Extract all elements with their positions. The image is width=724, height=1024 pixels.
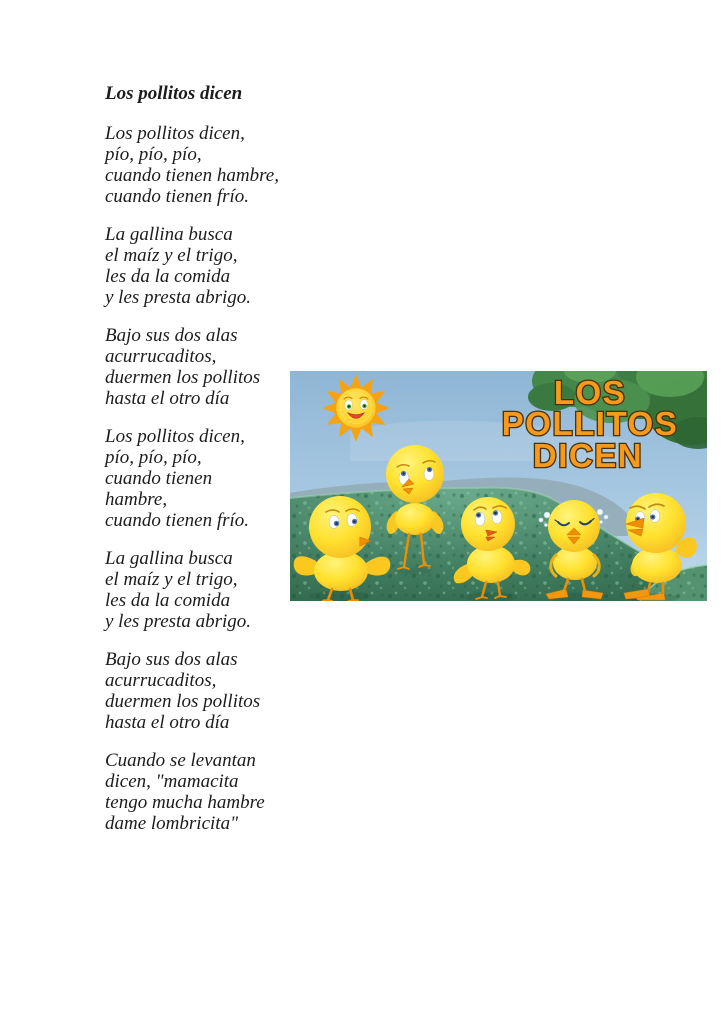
poem-line: les da la comida	[105, 590, 231, 611]
poem-line: dicen, "mamacita	[105, 771, 239, 792]
illustration-title-line: POLLITOS	[501, 405, 679, 442]
poem-line: cuando tienen frío.	[105, 510, 250, 531]
poem-line: hasta el otro día	[105, 712, 230, 733]
stanza-3	[105, 325, 320, 409]
poem-line: dame lombricita"	[105, 813, 239, 834]
poem-line: Cuando se levantan	[105, 750, 256, 771]
poem-line: el maíz y el trigo,	[105, 245, 238, 266]
poem-line: cuando tienen frío.	[105, 186, 250, 207]
poem-line: pío, pío, pío,	[105, 447, 202, 468]
poem-line: acurrucaditos,	[105, 670, 217, 691]
poem-line: hambre,	[105, 489, 168, 510]
poem-line: y les presta abrigo.	[105, 611, 252, 632]
poem-title: Los pollitos dicen	[105, 83, 243, 104]
stanza-4	[105, 426, 320, 531]
poem-line: hasta el otro día	[105, 388, 230, 409]
poem-line: les da la comida	[105, 266, 231, 287]
illustration-title-line: LOS	[553, 374, 627, 411]
poem-line: el maíz y el trigo,	[105, 569, 238, 590]
poem-line: La gallina busca	[105, 548, 233, 569]
poem-line: Los pollitos dicen,	[105, 123, 245, 144]
stanza-5	[105, 548, 320, 632]
poem-illustration-image	[290, 371, 707, 601]
illustration-title-line: DICEN	[532, 437, 644, 474]
poem-line: pío, pío, pío,	[105, 144, 202, 165]
stanza-1	[105, 123, 320, 207]
poem-line: cuando tienen hambre,	[105, 165, 279, 186]
poem-line: Los pollitos dicen,	[105, 426, 245, 447]
poem-line: tengo mucha hambre	[105, 792, 265, 813]
poem-line: Bajo sus dos alas	[105, 649, 238, 670]
poem-line: cuando tienen	[105, 468, 213, 489]
stanza-7	[105, 750, 320, 834]
poem-line: duermen los pollitos	[105, 691, 261, 712]
stanza-2	[105, 224, 320, 308]
poem-line: acurrucaditos,	[105, 346, 217, 367]
poem-line: duermen los pollitos	[105, 367, 261, 388]
poem	[105, 83, 320, 851]
poem-line: Bajo sus dos alas	[105, 325, 238, 346]
poem-line: La gallina busca	[105, 224, 233, 245]
poem-line: y les presta abrigo.	[105, 287, 252, 308]
stanza-6	[105, 649, 320, 733]
pollitos-artwork	[290, 371, 707, 601]
